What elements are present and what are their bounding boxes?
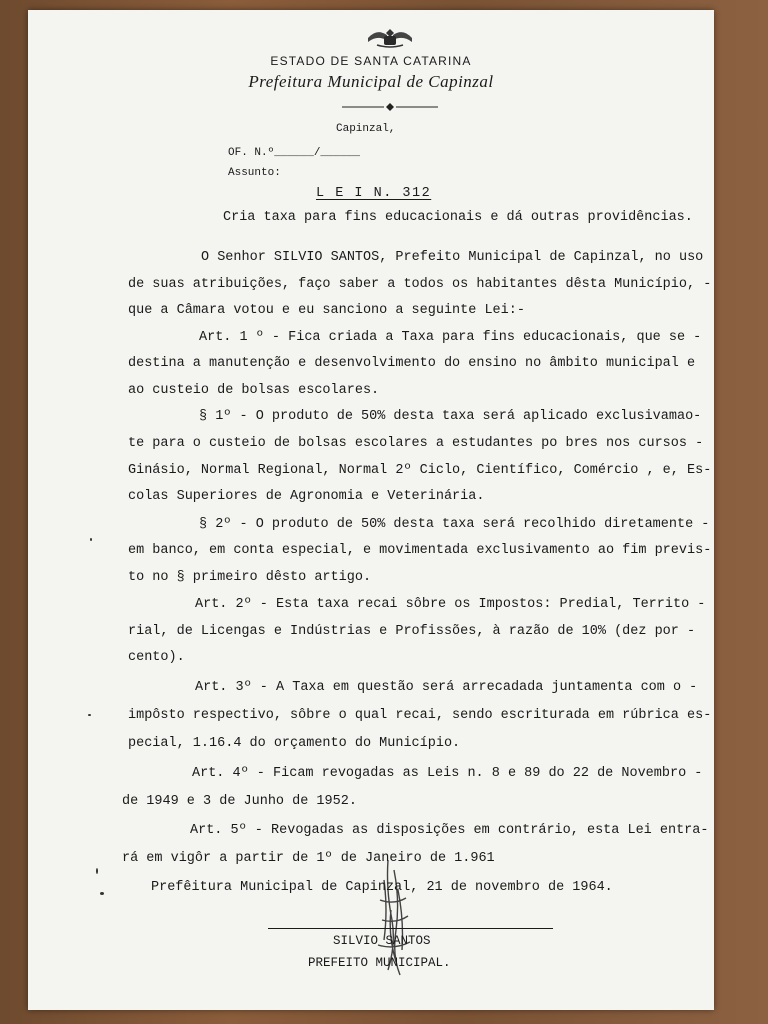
official-number-field: OF. N.º______/______ [228, 147, 361, 159]
body-line: rial, de Licengas e Indústrias e Profissões, à razão de 10% (dez por - [128, 624, 696, 639]
body-line: Art. 5º - Revogadas as disposições em contrário, esta Lei entra- [190, 823, 709, 838]
body-line: § 1º - O produto de 50% desta taxa será aplicado exclusivamao- [199, 409, 702, 424]
body-line: § 2º - O produto de 50% desta taxa será recolhido diretamente - [199, 517, 710, 532]
paper-speck [90, 538, 92, 541]
body-line: Art. 1 º - Fica criada a Taxa para fins educacionais, que se - [199, 330, 702, 345]
body-line: cento). [128, 650, 185, 665]
subject-label: Assunto: [228, 167, 281, 179]
body-line: Art. 2º - Esta taxa recai sôbre os Impostos: Predial, Territo - [195, 597, 706, 612]
body-line: Art. 3º - A Taxa em questão será arrecadada juntamenta com o - [195, 680, 698, 695]
body-line: te para o custeio de bolsas escolares a estudantes po bres nos cursos - [128, 436, 704, 451]
body-line: de 1949 e 3 de Junho de 1952. [122, 794, 357, 809]
signature-line [268, 928, 553, 929]
body-line: impôsto respectivo, sôbre o qual recai, sendo escriturada em rúbrica es- [128, 708, 712, 723]
place-label: Capinzal, [336, 123, 396, 135]
coat-of-arms-icon [365, 26, 415, 48]
body-line: colas Superiores de Agronomia e Veterinária. [128, 489, 485, 504]
body-line: em banco, em conta especial, e movimentada exclusivamento ao fim previs- [128, 543, 712, 558]
body-line: Art. 4º - Ficam revogadas as Leis n. 8 e 89 do 22 de Novembro - [192, 766, 703, 781]
body-line: destina a manutenção e desenvolvimento do ensino no âmbito municipal e [128, 356, 696, 371]
paper-speck [88, 714, 91, 716]
paper-speck [100, 892, 104, 895]
body-line: de suas atribuições, faço saber a todos os habitantes dêsta Município, - [128, 277, 712, 292]
signatory-title: PREFEITO MUNICIPAL. [308, 956, 451, 970]
signatory-name: SILVIO SANTOS [333, 934, 431, 948]
state-heading: ESTADO DE SANTA CATARINA [270, 54, 472, 68]
paper-speck [96, 868, 98, 874]
prefecture-heading: Prefeitura Municipal de Capinzal [248, 72, 494, 91]
body-line: pecial, 1.16.4 do orçamento do Município. [128, 736, 461, 751]
law-subtitle: Cria taxa para fins educacionais e dá outras providências. [223, 210, 693, 225]
divider-ornament-icon [342, 102, 438, 112]
body-line: ao custeio de bolsas escolares. [128, 383, 380, 398]
body-line: que a Câmara votou e eu sanciono a seguinte Lei:- [128, 303, 525, 318]
body-line: to no § primeiro dêsto artigo. [128, 570, 372, 585]
body-line: O Senhor SILVIO SANTOS, Prefeito Municipal de Capinzal, no uso [201, 250, 704, 265]
closing-line: Prefêitura Municipal de Capinzal, 21 de novembro de 1964. [151, 880, 613, 895]
law-title: L E I N. 312 [316, 186, 432, 201]
body-line: Ginásio, Normal Regional, Normal 2º Ciclo, Científico, Comércio , e, Es- [128, 463, 712, 478]
body-line: rá em vigôr a partir de 1º de Janeiro de 1.961 [122, 851, 495, 866]
document-page [28, 10, 714, 1010]
